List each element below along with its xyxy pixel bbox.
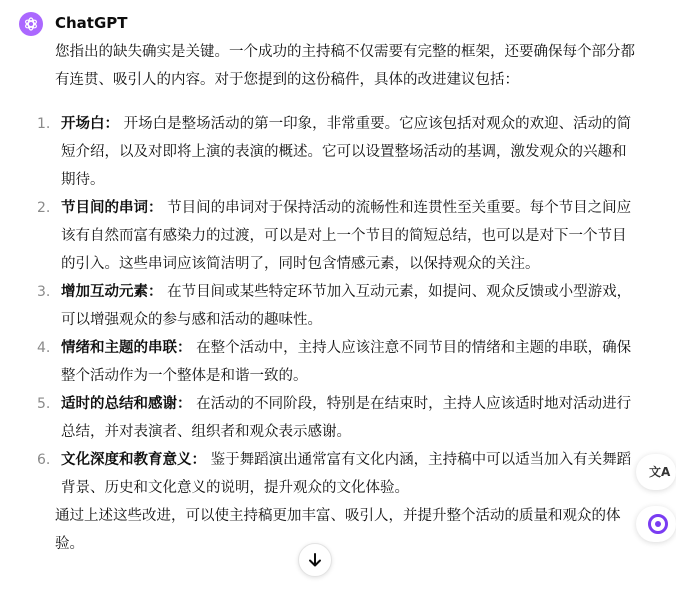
item-body: 在活动的不同阶段，特别是在结束时，主持人应该适时地对活动进行总结，并对表演者、组织者和观众表示感谢。	[61, 396, 632, 440]
item-body: 鉴于舞蹈演出通常富有文化内涵，主持稿中可以适当加入有关舞蹈背景、历史和文化意义的说明，提升观众的文化体验。	[61, 452, 632, 496]
assistant-message	[37, 38, 635, 558]
list-number: 1.	[37, 116, 51, 132]
list-number: 5.	[37, 396, 51, 412]
list-item	[37, 334, 635, 390]
list-item	[37, 194, 635, 278]
item-body: 在整个活动中，主持人应该注意不同节目的情绪和主题的串联，确保整个活动作为一个整体是和谐一致的。	[61, 340, 632, 384]
list-item	[37, 446, 635, 502]
item-title: 文化深度和教育意义：	[61, 452, 206, 468]
list-number: 2.	[37, 200, 51, 216]
list-item	[37, 390, 635, 446]
item-title: 节目间的串词：	[61, 200, 163, 216]
item-title: 适时的总结和感谢：	[61, 396, 192, 412]
extension-logo-icon	[648, 514, 668, 534]
message-author: ChatGPT	[55, 14, 128, 32]
translate-button[interactable]	[636, 454, 676, 490]
scroll-to-bottom-button[interactable]	[298, 543, 332, 577]
item-title: 增加互动元素：	[61, 284, 163, 300]
openai-logo-icon	[23, 16, 39, 32]
item-title: 情绪和主题的串联：	[61, 340, 192, 356]
intro-paragraph: 您指出的缺失确实是关键。一个成功的主持稿不仅需要有完整的框架，还要确保每个部分都有连贯、吸引人的内容。对于您提到的这份稿件，具体的改进建议包括：	[55, 44, 635, 88]
arrow-down-icon	[307, 552, 323, 568]
list-number: 6.	[37, 452, 51, 468]
list-number: 3.	[37, 284, 51, 300]
list-number: 4.	[37, 340, 51, 356]
item-body: 在节目间或某些特定环节加入互动元素，如提问、观众反馈或小型游戏，可以增强观众的参与感和活动的趣味性。	[61, 284, 632, 328]
list-item	[37, 278, 635, 334]
suggestion-list	[37, 110, 635, 502]
translate-icon: 文A	[649, 465, 671, 479]
item-body: 开场白是整场活动的第一印象，非常重要。它应该包括对观众的欢迎、活动的简短介绍，以及对即将上演的表演的概述。它可以设置整场活动的基调，激发观众的兴趣和期待。	[61, 116, 632, 188]
extension-button[interactable]	[636, 506, 676, 542]
list-item	[37, 110, 635, 194]
item-body: 节目间的串词对于保持活动的流畅性和连贯性至关重要。每个节目之间应该有自然而富有感染力的过渡，可以是对上一个节目的简短总结，也可以是对下一个节目的引入。这些串词应该简洁明了，同时包含情感元素，以保持观众的关注。	[61, 200, 632, 272]
item-title: 开场白：	[61, 116, 119, 132]
closing-paragraph: 通过上述这些改进，可以使主持稿更加丰富、吸引人，并提升整个活动的质量和观众的体验。	[55, 508, 621, 552]
chatgpt-avatar	[19, 12, 43, 36]
